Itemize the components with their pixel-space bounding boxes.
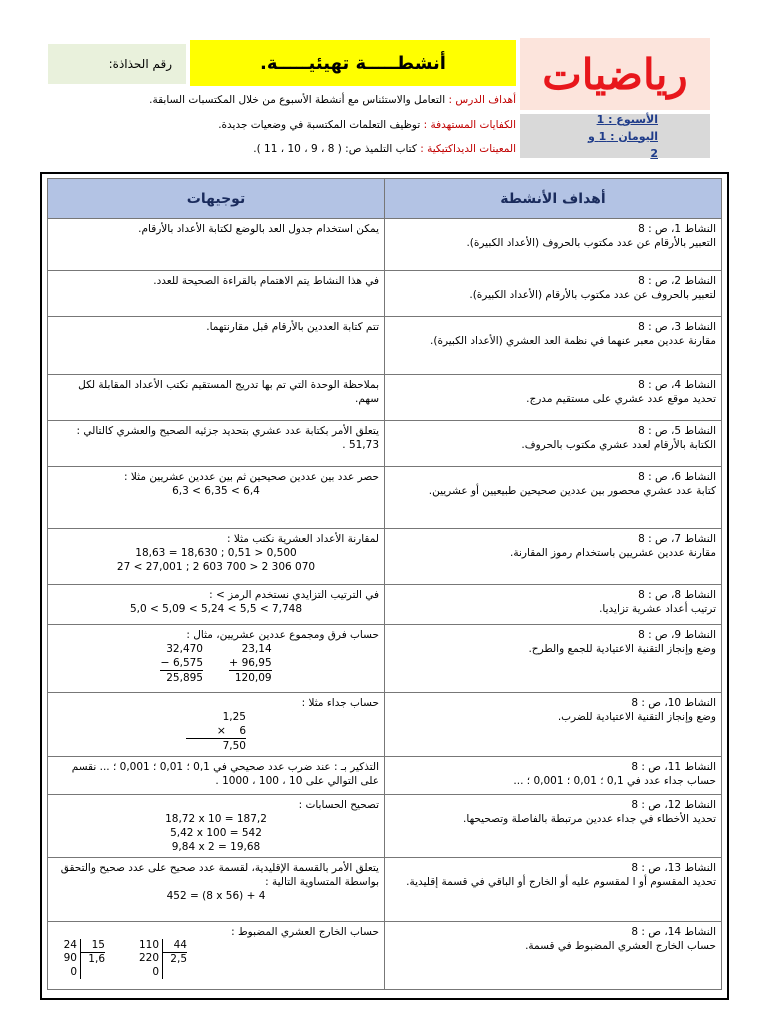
operand: 32,470	[166, 643, 203, 655]
activity-goal: حساب جداء عدد في 0,1 ؛ 0,01 ؛ 0,001 ؛ ...	[513, 775, 716, 787]
goal-cell	[385, 757, 722, 795]
target-competencies	[218, 119, 516, 131]
add-operation	[229, 642, 272, 685]
activity-goal: كتابة عدد عشري محصور بين عددين صحيحين طبيعيين أو عشريين.	[428, 485, 716, 497]
objectives-text: التعامل والاستئناس مع أنشطة الأسبوع من خلال المكتسبات السابقة.	[149, 94, 446, 106]
guidance-text: في الترتيب التزايدي نستخدم الرمز > :	[209, 589, 379, 601]
operand-line	[217, 724, 246, 738]
goal-cell	[385, 219, 722, 271]
activity-number: النشاط 7، ص : 8	[638, 533, 716, 545]
activities-table	[47, 178, 722, 990]
subject-title: رياضيات	[542, 49, 688, 99]
activity-goal: مقارنة عددين عشريين باستخدام رموز المقارنة.	[510, 547, 716, 559]
competencies-text: توظيف التعلمات المكتسبة في وضعيات جديدة.	[218, 119, 421, 131]
activity-number: النشاط 3، ص : 8	[638, 321, 716, 333]
activity-number: النشاط 6، ص : 8	[638, 471, 716, 483]
mul-operation	[186, 710, 246, 753]
objectives-key: أهداف الدرس :	[448, 94, 516, 106]
goal-cell	[385, 858, 722, 922]
header-goals: أهداف الأنشطة	[385, 179, 722, 219]
guidance-text: حصر عدد بين عددين صحيحين ثم بين عددين عشريين مثلا :	[124, 471, 379, 483]
guidance-text: بملاحظة الوحدة التي تم بها تدريج المستقيم نكتب الأعداد المقابلة لكل سهم.	[78, 379, 379, 405]
goal-cell	[385, 693, 722, 757]
sheet-number-label: رقم الحذاذة:	[108, 57, 172, 71]
activity-title-box	[190, 40, 516, 86]
activity-number: النشاط 4، ص : 8	[638, 379, 716, 391]
activity-number: النشاط 14، ص : 8	[631, 926, 716, 938]
dividend: 110	[139, 939, 163, 952]
activity-goal: الكتابة بالأرقام لعدد عشري مكتوب بالحروف.	[521, 439, 716, 451]
activity-goal: تحديد الأخطاء في جداء عددين مرتبطة بالفاصلة وتصحيحها.	[463, 813, 716, 825]
table-row	[48, 467, 722, 529]
activity-title: أنشطـــــة تهيئيـــــة.	[260, 52, 446, 74]
activity-goal: مقارنة عددين معبر عنهما في نظمة العد العشري (الأعداد الكبيرة).	[430, 335, 716, 347]
goal-cell	[385, 421, 722, 467]
resources-text: كتاب التلميذ ص: ( 8 ، 9 ، 10 ، 11 ).	[253, 143, 417, 155]
activity-number: النشاط 10، ص : 8	[631, 697, 716, 709]
activity-goal: تحديد موقع عدد عشري على مستقيم مدرج.	[526, 393, 716, 405]
empty	[81, 966, 105, 979]
activity-number: النشاط 9، ص : 8	[638, 629, 716, 641]
math-expression: 18,72 x 10 = 187,2	[165, 813, 267, 825]
sub-operation	[160, 642, 203, 685]
guidance-text: لمقارنة الأعداد العشرية نكتب مثلا :	[226, 533, 379, 545]
operand: 6	[239, 725, 246, 737]
quotient: 1,6	[81, 952, 105, 966]
long-division	[139, 939, 187, 979]
operator-sign: +	[229, 656, 239, 669]
week-label: الأسبوع : 1	[596, 112, 658, 126]
goal-cell	[385, 375, 722, 421]
operand-line	[229, 656, 272, 670]
math-expression: 5,42 x 100 = 542	[170, 827, 262, 839]
guidance-cell	[48, 858, 385, 922]
goal-cell	[385, 625, 722, 693]
guidance-cell	[48, 317, 385, 375]
goal-cell	[385, 585, 722, 625]
table-row	[48, 317, 722, 375]
table-body	[48, 219, 722, 990]
operator-sign: −	[160, 656, 170, 669]
goal-cell	[385, 271, 722, 317]
guidance-text: يمكن استخدام جدول العد بالوضع لكتابة الأعداد بالأرقام.	[138, 223, 379, 235]
table-row	[48, 219, 722, 271]
teaching-resources	[253, 143, 516, 155]
column-operations	[53, 642, 379, 685]
goal-cell	[385, 795, 722, 858]
guidance-cell	[48, 693, 385, 757]
remainder: 0	[57, 966, 81, 979]
guidance-cell	[48, 625, 385, 693]
divisor: 15	[91, 939, 105, 951]
table-row	[48, 757, 722, 795]
resources-key: المعينات الديداكتيكية :	[420, 143, 516, 155]
multiplication	[53, 710, 379, 753]
guidance-cell	[48, 375, 385, 421]
guidance-cell	[48, 795, 385, 858]
guidance-text: يتعلق الأمر بالقسمة الإقليدية، لقسمة عدد صحيح على عدد صحيح والتحقق بواسطة المتساوية التالية :	[60, 862, 379, 888]
guidance-cell	[48, 529, 385, 585]
guidance-text: تصحيح الحسابات :	[298, 799, 379, 811]
guidance-cell	[48, 219, 385, 271]
competencies-key: الكفايات المستهدفة :	[423, 119, 516, 131]
table-row	[48, 858, 722, 922]
divisor: 44	[173, 939, 187, 951]
table-row	[48, 585, 722, 625]
long-division	[57, 939, 105, 979]
result: 7,50	[222, 740, 246, 752]
table-row	[48, 375, 722, 421]
lesson-objectives	[149, 94, 516, 106]
days-label: اليومان : 1 و 2	[587, 129, 658, 160]
guidance-cell	[48, 585, 385, 625]
activity-number: النشاط 13، ص : 8	[631, 862, 716, 874]
guidance-text: تتم كتابة العددين بالأرقام قبل مقارنتهما.	[206, 321, 379, 333]
activity-goal: التعبير بالأرقام عن عدد مكتوب بالحروف (الأعداد الكبيرة).	[466, 237, 716, 249]
long-divisions	[53, 939, 379, 979]
activity-number: النشاط 12، ص : 8	[631, 799, 716, 811]
subject-box	[520, 38, 710, 110]
table-row	[48, 922, 722, 990]
sheet-number-box	[48, 44, 186, 84]
table-row	[48, 271, 722, 317]
guidance-text: التذكير بـ : عند ضرب عدد صحيحي في 0,1 ؛ 0,01 ؛ 0,001 ؛ ... نقسم على التوالي على 10 ، 100 ، 1000 .	[71, 761, 379, 787]
dividend: 24	[57, 939, 81, 952]
guidance-text: يتعلق الأمر بكتابة عدد عشري بتحديد جزئيه الصحيح والعشري كالتالي : 51,73 .	[76, 425, 379, 451]
activity-goal: تحديد المقسوم أو ا لمقسوم عليه أو الخارج أو الباقي في قسمة إقليدية.	[406, 876, 716, 888]
empty	[163, 966, 187, 979]
goal-cell	[385, 922, 722, 990]
guidance-text: حساب جداء مثلا :	[301, 697, 379, 709]
operand: 23,14	[241, 643, 272, 655]
activities-frame	[40, 172, 729, 1000]
guidance-cell	[48, 421, 385, 467]
math-expression: 18,63 = 18,630 ; 0,51 > 0,500	[135, 547, 297, 559]
result: 120,09	[234, 672, 272, 684]
activity-goal: ترتيب أعداد عشرية تزايديا.	[599, 603, 716, 615]
guidance-cell	[48, 922, 385, 990]
activity-goal: وضع وإنجاز التقنية الاعتيادية للضرب.	[557, 711, 716, 723]
remainder: 220	[139, 952, 163, 966]
guidance-cell	[48, 757, 385, 795]
header-guidance: توجيهات	[48, 179, 385, 219]
activity-number: النشاط 5، ص : 8	[638, 425, 716, 437]
goal-cell	[385, 317, 722, 375]
operator-sign: ×	[216, 724, 226, 737]
activity-goal: حساب الخارج العشري المضبوط في قسمة.	[525, 940, 716, 952]
activity-goal: وضع وإنجاز التقنية الاعتيادية للجمع والطرح.	[528, 643, 716, 655]
activity-number: النشاط 1، ص : 8	[638, 223, 716, 235]
quotient: 2,5	[163, 952, 187, 966]
table-row	[48, 693, 722, 757]
table-row	[48, 625, 722, 693]
activity-number: النشاط 11، ص : 8	[631, 761, 716, 773]
activity-goal: لتعبير بالحروف عن عدد مكتوب بالأرقام (الأعداد الكبيرة).	[469, 289, 716, 301]
goal-cell	[385, 467, 722, 529]
operand: 96,95	[241, 657, 272, 669]
goal-cell	[385, 529, 722, 585]
remainder: 0	[139, 966, 163, 979]
math-expression: 452 = (8 x 56) + 4	[166, 890, 266, 902]
math-expression: 5,0 < 5,09 < 5,24 < 5,5 < 7,748	[129, 603, 303, 615]
operand: 6,575	[172, 657, 203, 669]
guidance-cell	[48, 467, 385, 529]
math-expression: 6,3 < 6,35 < 6,4	[172, 485, 260, 497]
activity-number: النشاط 8، ص : 8	[638, 589, 716, 601]
result: 25,895	[166, 672, 203, 684]
math-expression: 9,84 x 2 = 19,68	[171, 841, 261, 853]
guidance-text: حساب الخارج العشري المضبوط :	[231, 926, 379, 938]
table-row	[48, 421, 722, 467]
table-header-row	[48, 179, 722, 219]
operand: 1,25	[222, 711, 246, 723]
activity-number: النشاط 2، ص : 8	[638, 275, 716, 287]
guidance-text: في هذا النشاط يتم الاهتمام بالقراءة الصحيحة للعدد.	[153, 275, 379, 287]
table-row	[48, 529, 722, 585]
remainder: 90	[57, 952, 81, 966]
table-row	[48, 795, 722, 858]
math-expression: 27 < 27,001 ; 2 603 700 > 2 306 070	[116, 561, 316, 573]
guidance-cell	[48, 271, 385, 317]
operand-line	[160, 656, 203, 670]
week-box	[520, 114, 710, 158]
guidance-text: حساب فرق ومجموع عددين عشريين، مثال :	[186, 629, 379, 641]
